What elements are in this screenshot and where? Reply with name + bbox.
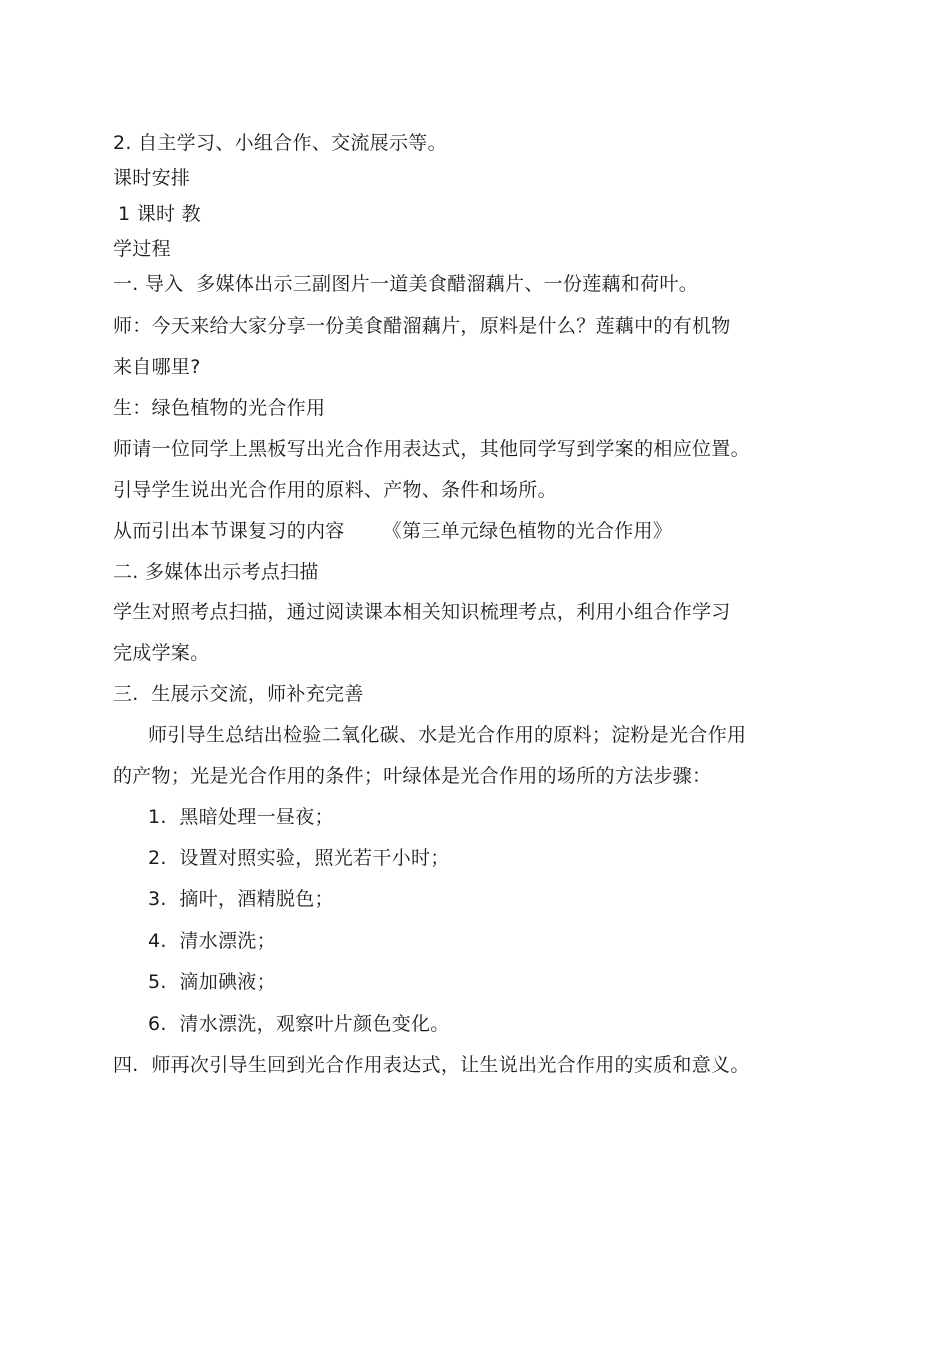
list-item: 6. 清水漂洗，观察叶片颜色变化。 — [148, 1013, 450, 1035]
text-line: 学过程 — [113, 238, 171, 260]
text-line: 师：今天来给大家分享一份美食醋溜藕片，原料是什么？莲藕中的有机物 — [113, 315, 731, 337]
list-item: 3. 摘叶，酒精脱色； — [148, 888, 334, 910]
text-line: 2. 自主学习、小组合作、交流展示等。 — [113, 132, 447, 154]
text-line: 完成学案。 — [113, 642, 210, 664]
text-line: 生：绿色植物的光合作用 — [113, 397, 326, 419]
text-line: 的产物；光是光合作用的条件；叶绿体是光合作用的场所的方法步骤： — [113, 765, 712, 787]
list-item: 5. 滴加碘液； — [148, 971, 276, 993]
text-line: 师引导生总结出检验二氧化碳、水是光合作用的原料；淀粉是光合作用 — [148, 724, 747, 746]
text-line: 学生对照考点扫描，通过阅读课本相关知识梳理考点，利用小组合作学习 — [113, 601, 731, 623]
text-line: 来自哪里? — [113, 356, 201, 378]
text-line: 从而引出本节课复习的内容 《第三单元绿色植物的光合作用》 — [113, 520, 673, 542]
list-item: 4. 清水漂洗； — [148, 930, 276, 952]
text-line: 课时安排 — [113, 167, 191, 189]
list-item: 1. 黑暗处理一昼夜； — [148, 806, 334, 828]
list-item: 2. 设置对照实验，照光若干小时； — [148, 847, 450, 869]
text-line: 二. 多媒体出示考点扫描 — [113, 561, 319, 583]
text-line: 引导学生说出光合作用的原料、产物、条件和场所。 — [113, 479, 557, 501]
text-line: 三. 生展示交流，师补充完善 — [113, 683, 364, 705]
text-line: 一. 导入 多媒体出示三副图片一道美食醋溜藕片、一份莲藕和荷叶。 — [113, 273, 699, 295]
text-line: 四. 师再次引导生回到光合作用表达式，让生说出光合作用的实质和意义。 — [113, 1054, 750, 1076]
text-line: 师请一位同学上黑板写出光合作用表达式，其他同学写到学案的相应位置。 — [113, 438, 750, 460]
text-line: 1 课时 教 — [118, 203, 201, 225]
